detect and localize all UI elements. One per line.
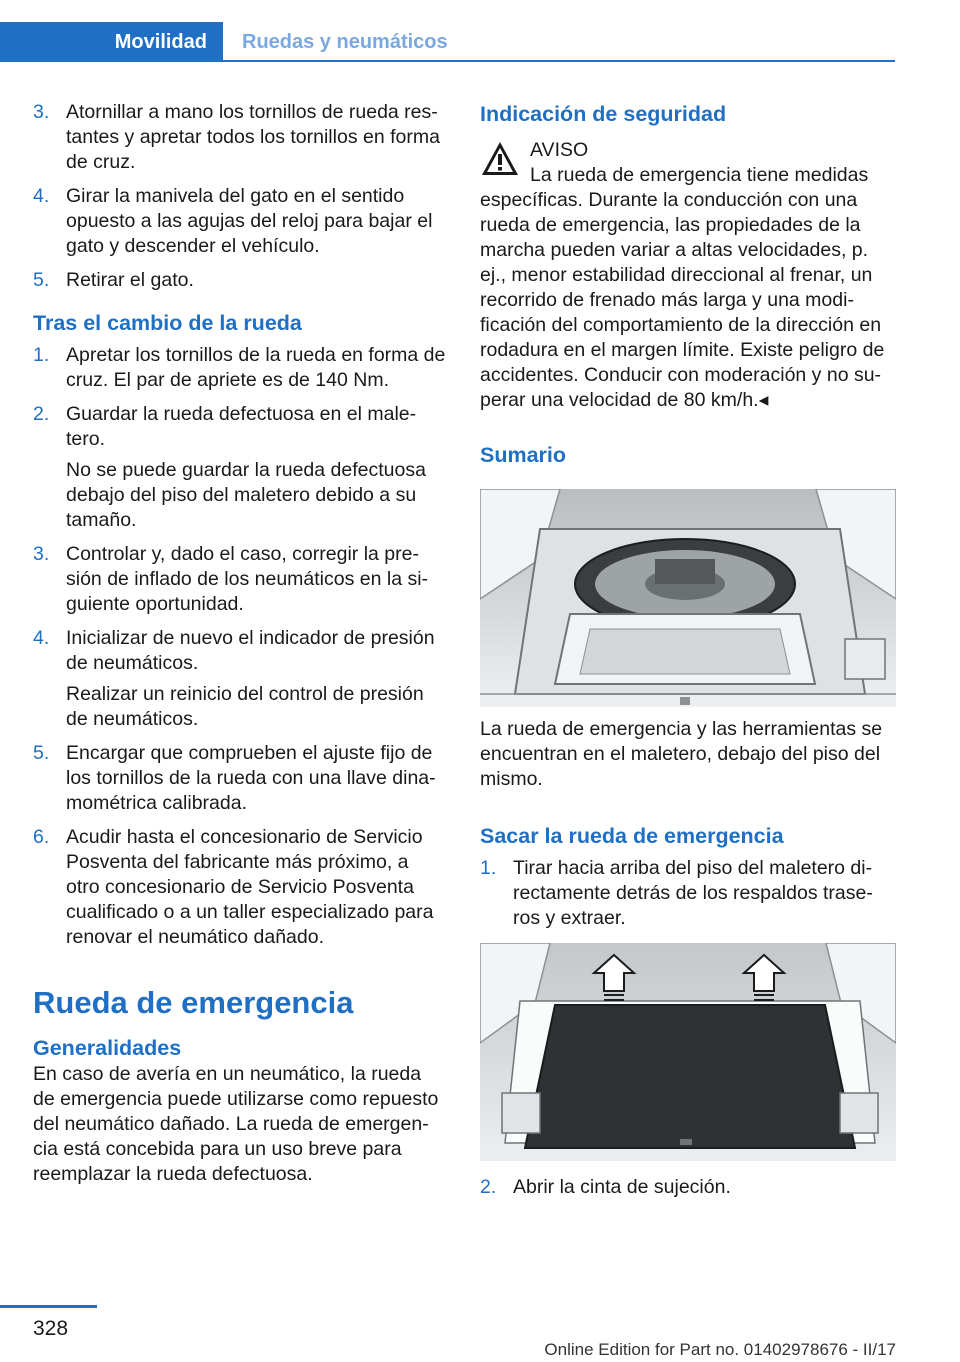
warning-text: específicas. Durante la conducción con una rueda de emergencia, las propiedades de la marcha pueden variar a altas velocidades, p. ej., menor estabilidad direccional al frenar, un recorrido de frenado más larga y una modi‐ficación del comportamiento de la dirección en rodadura en el margen límite. Existe peligro de accidentes. Conducir con moderación y no su‐perar una velocidad de 80 km/h.◂ — [480, 189, 885, 411]
step-number: 2. — [480, 1176, 497, 1198]
tab-ruedas-y-neumaticos[interactable]: Ruedas y neumáticos — [223, 22, 895, 62]
step-text: Encargar que comprueben el ajuste fijo de los tornillos de la rueda con una llave dina‐mométrica calibrada. — [66, 742, 436, 814]
spare-wheel-illustration — [480, 489, 896, 707]
step-number: 5. — [33, 742, 50, 764]
warning-first-line: La rueda de emergencia tiene medidas — [530, 164, 869, 186]
list-item — [33, 184, 447, 259]
step-subtext: No se puede guardar la rueda defectuosa debajo del piso del maletero debido a su tamaño. — [66, 459, 426, 531]
trunk-floor-illustration — [480, 943, 896, 1161]
steps-list-sacar-continued — [480, 1175, 896, 1200]
steps-list-tras — [33, 343, 447, 950]
steps-list-sacar — [480, 856, 896, 931]
step-text: Retirar el gato. — [66, 269, 194, 291]
list-item — [480, 1175, 896, 1200]
list-item — [33, 343, 447, 393]
list-item — [33, 741, 447, 816]
step-number: 4. — [33, 627, 50, 649]
generalidades-paragraph: En caso de avería en un neumático, la rueda de emergencia puede utilizarse como repuesto del neumático dañado. La rueda de emergen‐cia está concebida para un uso breve para reemplazar la rueda defectuosa. — [33, 1063, 439, 1185]
step-text: Apretar los tornillos de la rueda en forma de cruz. El par de apriete es de 140 Nm. — [66, 344, 446, 391]
list-item — [33, 626, 447, 732]
step-text: Inicializar de nuevo el indicador de presión de neumáticos. — [66, 627, 435, 674]
step-number: 5. — [33, 269, 50, 291]
step-subtext: Realizar un reinicio del control de presión de neumáticos. — [66, 683, 424, 730]
heading-indicacion-de-seguridad: Indicación de seguridad — [480, 102, 727, 126]
warning-triangle-icon — [480, 140, 520, 178]
page-number: 328 — [33, 1317, 69, 1340]
step-number: 1. — [480, 857, 497, 879]
heading-sacar-la-rueda: Sacar la rueda de emergencia — [480, 824, 784, 848]
warning-box — [480, 138, 896, 413]
left-column — [33, 100, 447, 1187]
step-text: Abrir la cinta de sujeción. — [513, 1176, 731, 1198]
figure-trunk-floor-lift — [480, 943, 896, 1161]
step-number: 3. — [33, 101, 50, 123]
list-item — [480, 856, 896, 931]
list-item — [33, 402, 447, 533]
list-item — [33, 268, 447, 293]
heading-sumario: Sumario — [480, 443, 567, 467]
header-tabbar — [0, 0, 895, 62]
heading-rueda-de-emergencia: Rueda de emergencia — [33, 985, 354, 1020]
figure-spare-wheel-trunk — [480, 489, 896, 707]
step-text: Atornillar a mano los tornillos de rueda res‐tantes y apretar todos los tornillos en forma de cruz. — [66, 101, 440, 173]
heading-tras-el-cambio: Tras el cambio de la rueda — [33, 311, 302, 335]
step-number: 4. — [33, 185, 50, 207]
list-item — [33, 100, 447, 175]
step-number: 6. — [33, 826, 50, 848]
tab-movilidad[interactable]: Movilidad — [0, 22, 223, 62]
step-text: Tirar hacia arriba del piso del maletero di‐rectamente detrás de los respaldos trase‐ros y extraer. — [513, 857, 873, 929]
step-number: 1. — [33, 344, 50, 366]
step-text: Controlar y, dado el caso, corregir la pre‐sión de inflado de los neumáticos en la si‐guiente oportunidad. — [66, 543, 429, 615]
step-text: Guardar la rueda defectuosa en el male‐tero. — [66, 403, 417, 450]
heading-generalidades: Generalidades — [33, 1036, 182, 1060]
footer-rule — [0, 1305, 97, 1308]
step-text: Girar la manivela del gato en el sentido opuesto a las agujas del reloj para bajar el gato y descender el vehículo. — [66, 185, 433, 257]
steps-list-continued — [33, 100, 447, 293]
list-item — [33, 825, 447, 950]
warning-word: AVISO — [530, 139, 589, 161]
footer-edition-note: Online Edition for Part no. 01402978676 - II/17 — [544, 1340, 896, 1359]
list-item — [33, 542, 447, 617]
step-number: 3. — [33, 543, 50, 565]
step-text: Acudir hasta el concesionario de Servicio Posventa del fabricante más próximo, a otro concesionario de Servicio Posventa cualificado o a un taller especializado para renovar el neumático dañado. — [66, 826, 434, 948]
figure-caption-sumario: La rueda de emergencia y las herramientas se encuentran en el maletero, debajo del piso del mismo. — [480, 718, 883, 790]
step-number: 2. — [33, 403, 50, 425]
right-column — [480, 100, 896, 1209]
